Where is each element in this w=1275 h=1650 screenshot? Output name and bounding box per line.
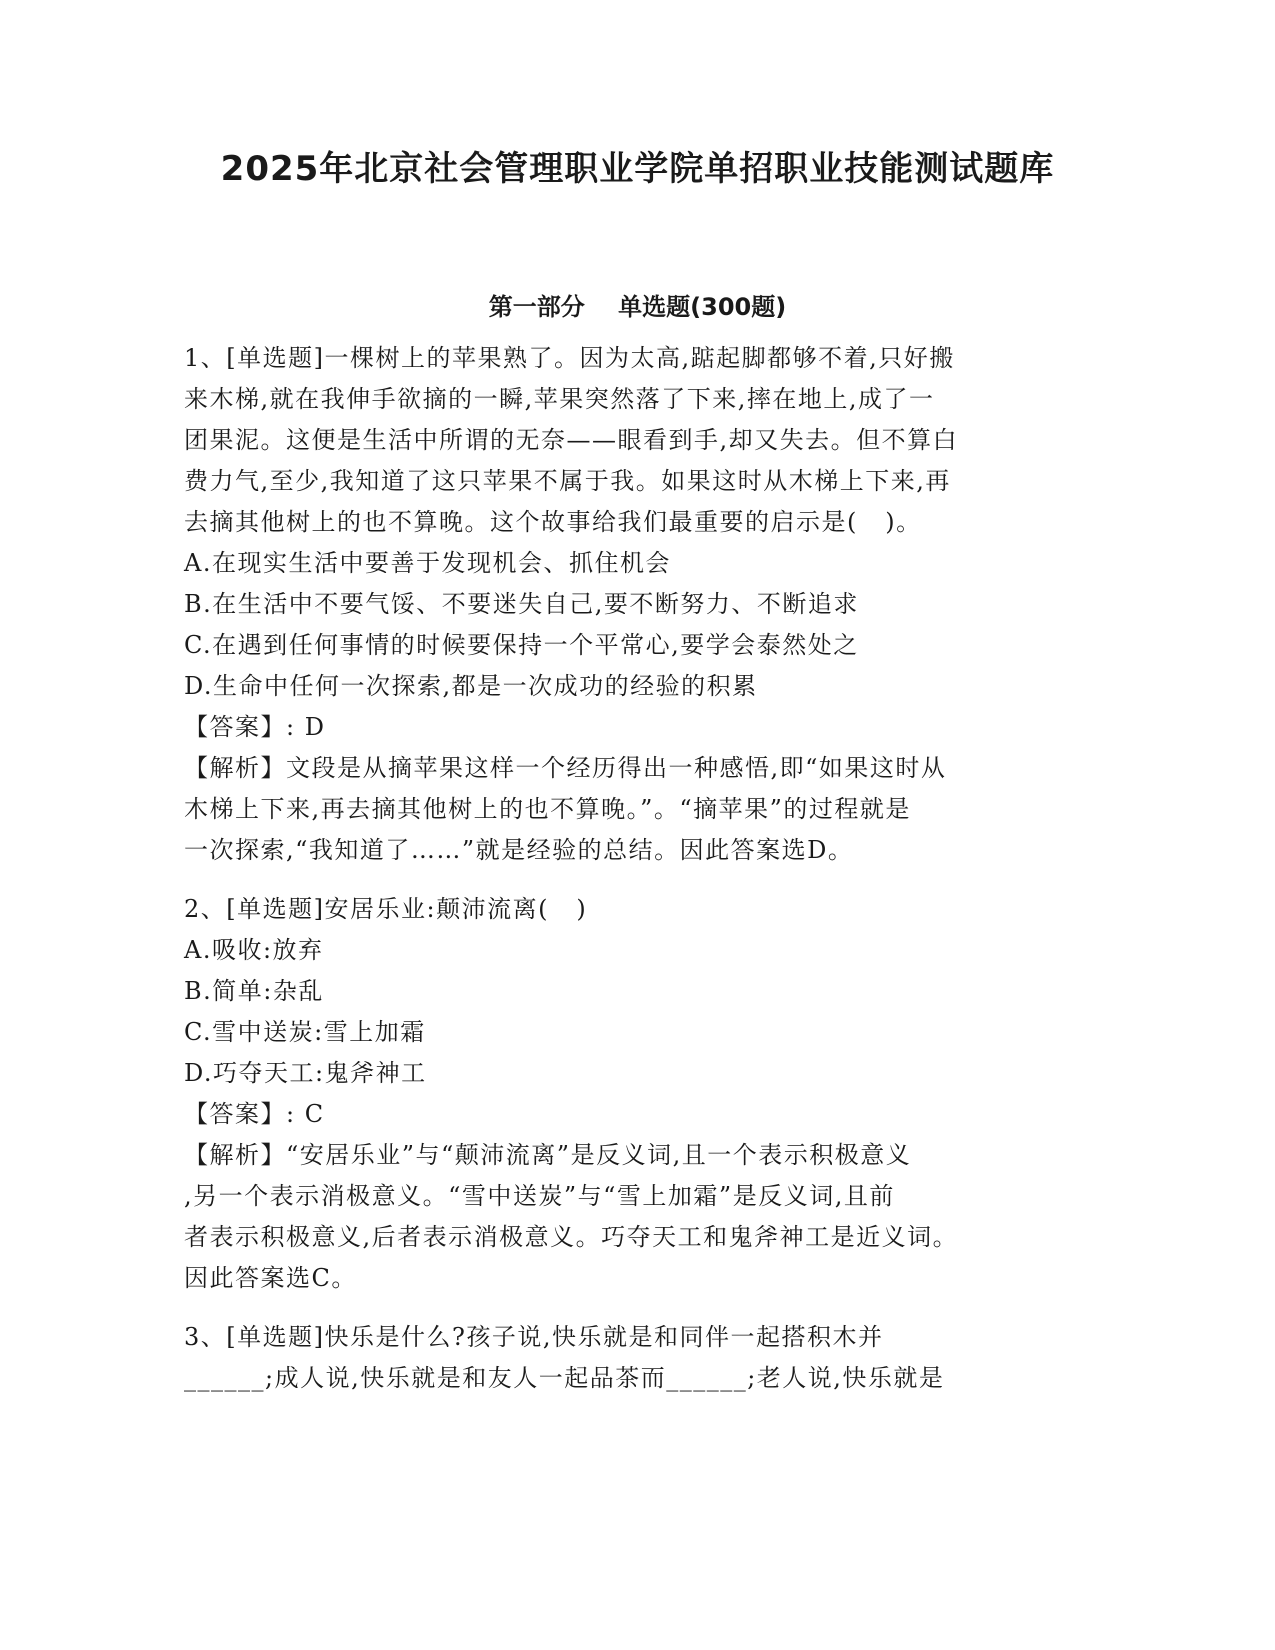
question-stem-line: 来木梯,就在我伸手欲摘的一瞬,苹果突然落了下来,摔在地上,成了一 — [184, 385, 935, 413]
option-a: A.吸收:放弃 — [184, 936, 324, 964]
question-stem-line: 2、[单选题]安居乐业:颠沛流离( ) — [184, 895, 588, 923]
question-3 — [184, 1317, 1084, 1399]
question-list — [184, 338, 1084, 1399]
analysis-line: 【解析】文段是从摘苹果这样一个经历得出一种感悟,即“如果这时从 — [184, 754, 947, 782]
answer-line: 【答案】: D — [184, 713, 326, 741]
question-stem-line: 团果泥。这便是生活中所谓的无奈——眼看到手,却又失去。但不算白 — [184, 426, 959, 454]
option-a: A.在现实生活中要善于发现机会、抓住机会 — [184, 549, 671, 577]
answer-line: 【答案】: C — [184, 1100, 325, 1128]
option-d: D.巧夺天工:鬼斧神工 — [184, 1059, 427, 1087]
option-c: C.在遇到任何事情的时候要保持一个平常心,要学会泰然处之 — [184, 631, 859, 659]
option-b: B.在生活中不要气馁、不要迷失自己,要不断努力、不断追求 — [184, 590, 859, 618]
question-stem-line: 3、[单选题]快乐是什么?孩子说,快乐就是和同伴一起搭积木并 — [184, 1323, 884, 1351]
analysis-line: 【解析】“安居乐业”与“颠沛流离”是反义词,且一个表示积极意义 — [184, 1141, 912, 1169]
question-stem-line: 1、[单选题]一棵树上的苹果熟了。因为太高,踮起脚都够不着,只好搬 — [184, 344, 955, 372]
analysis-line: ,另一个表示消极意义。“雪中送炭”与“雪上加霜”是反义词,且前 — [184, 1182, 895, 1210]
analysis-line: 一次探索,“我知道了……”就是经验的总结。因此答案选D。 — [184, 836, 854, 864]
option-c: C.雪中送炭:雪上加霜 — [184, 1018, 426, 1046]
question-1 — [184, 338, 1084, 871]
analysis-line: 木梯上下来,再去摘其他树上的也不算晚。”。“摘苹果”的过程就是 — [184, 795, 911, 823]
analysis-line: 者表示积极意义,后者表示消极意义。巧夺天工和鬼斧神工是近义词。 — [184, 1223, 959, 1251]
section-heading: 第一部分 单选题(300题) — [488, 293, 787, 321]
question-stem-line: 去摘其他树上的也不算晚。这个故事给我们最重要的启示是( )。 — [184, 508, 922, 536]
option-b: B.简单:杂乱 — [184, 977, 324, 1005]
document-title: 2025年北京社会管理职业学院单招职业技能测试题库 — [220, 149, 1055, 189]
analysis-line: 因此答案选C。 — [184, 1264, 357, 1292]
question-stem-line: 费力气,至少,我知道了这只苹果不属于我。如果这时从木梯上下来,再 — [184, 467, 951, 495]
question-stem-line: ______;成人说,快乐就是和友人一起品茶而______;老人说,快乐就是 — [184, 1364, 945, 1392]
question-2 — [184, 889, 1084, 1299]
option-d: D.生命中任何一次探索,都是一次成功的经验的积累 — [184, 672, 758, 700]
